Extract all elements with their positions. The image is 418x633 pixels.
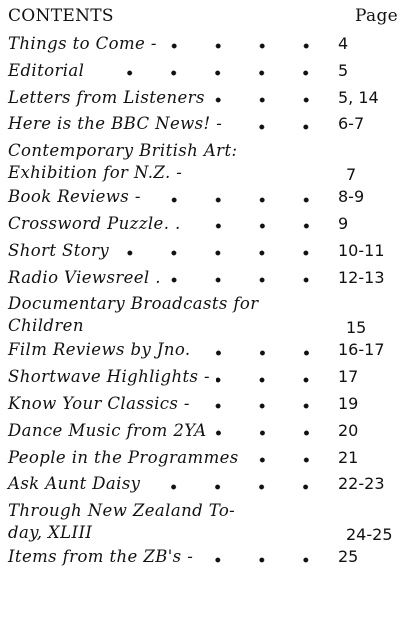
- entry-page: 7: [346, 165, 357, 185]
- entry-title: Crossword Puzzle. .: [8, 213, 181, 233]
- entry-page: 5, 14: [338, 87, 379, 107]
- entry-title: Short Story: [8, 240, 110, 260]
- dot-leaders: [187, 221, 328, 231]
- entry-page: 22-23: [338, 474, 385, 494]
- toc-entry: [8, 267, 404, 294]
- dot-leaders: [216, 375, 328, 385]
- toc-entry: [8, 293, 404, 339]
- entry-page: 20: [338, 420, 359, 440]
- entry-page: 5: [338, 60, 349, 80]
- toc-entry: [8, 473, 404, 500]
- toc-entry: [8, 420, 404, 447]
- entry-title: Editorial: [8, 60, 85, 80]
- dot-leaders: [228, 122, 328, 132]
- entry-title: Know Your Classics -: [8, 393, 190, 413]
- entry-title: Documentary Broadcasts for Children: [8, 294, 259, 336]
- entry-title: Through New Zealand To- day, XLIII: [8, 501, 236, 543]
- dot-leaders: [213, 428, 328, 438]
- entry-page: 25: [338, 547, 359, 567]
- toc-entry: [8, 213, 404, 240]
- entry-title: Radio Viewsreel .: [8, 267, 161, 287]
- dot-leaders: [163, 41, 328, 51]
- toc-entry: [8, 60, 404, 87]
- dot-leaders: [197, 348, 328, 358]
- dot-leaders: [196, 401, 328, 411]
- toc-entry: [8, 186, 404, 213]
- entry-page: 4: [338, 34, 349, 53]
- entry-page: 9: [338, 213, 349, 233]
- contents-heading: CONTENTS: [8, 6, 114, 26]
- entry-title: Letters from Listeners: [8, 87, 205, 107]
- entry-title: Shortwave Highlights -: [8, 367, 210, 387]
- entry-page: 16-17: [338, 340, 385, 360]
- toc-entry: [8, 113, 404, 140]
- entry-title: People in the Programmes: [8, 447, 239, 467]
- dot-leaders: [146, 482, 328, 492]
- dot-leaders: [245, 455, 328, 465]
- entry-title: Dance Music from 2YA: [8, 420, 207, 440]
- entry-page: 8-9: [338, 187, 365, 207]
- toc-entry: [8, 546, 404, 573]
- toc-entry: [8, 366, 404, 393]
- dot-leaders: [147, 195, 328, 205]
- toc-entry: [8, 339, 404, 366]
- page-column-heading: Page: [355, 6, 398, 26]
- entry-title: Things to Come -: [8, 34, 157, 53]
- dot-leaders: [167, 275, 328, 285]
- dot-leaders: [211, 95, 328, 105]
- entry-title: Ask Aunt Daisy: [8, 474, 141, 494]
- dot-leaders: [115, 248, 328, 258]
- toc-entry: [8, 87, 404, 114]
- entry-page: 21: [338, 447, 359, 467]
- toc-entry: [8, 240, 404, 267]
- entry-page: 10-11: [338, 240, 385, 260]
- entry-page: 15: [346, 318, 367, 338]
- entry-title: Film Reviews by Jno.: [8, 340, 191, 360]
- entry-page: 17: [338, 367, 359, 387]
- dot-leaders: [199, 555, 328, 565]
- entry-page: 24-25: [346, 525, 393, 545]
- toc-entry: [8, 140, 404, 186]
- entry-title: Items from the ZB's -: [8, 547, 194, 567]
- entry-title: Here is the BBC News! -: [8, 114, 223, 134]
- toc-entry: [8, 447, 404, 474]
- entry-title: Contemporary British Art: Exhibition for N.Z. -: [8, 141, 238, 183]
- entry-title: Book Reviews -: [8, 187, 141, 207]
- contents-header: [8, 6, 404, 33]
- toc-entry: [8, 500, 404, 546]
- toc-entry: [8, 33, 404, 60]
- entry-page: 19: [338, 393, 359, 413]
- dot-leaders: [90, 68, 328, 78]
- toc-entry: [8, 393, 404, 420]
- entry-page: 6-7: [338, 114, 365, 134]
- entry-page: 12-13: [338, 267, 385, 287]
